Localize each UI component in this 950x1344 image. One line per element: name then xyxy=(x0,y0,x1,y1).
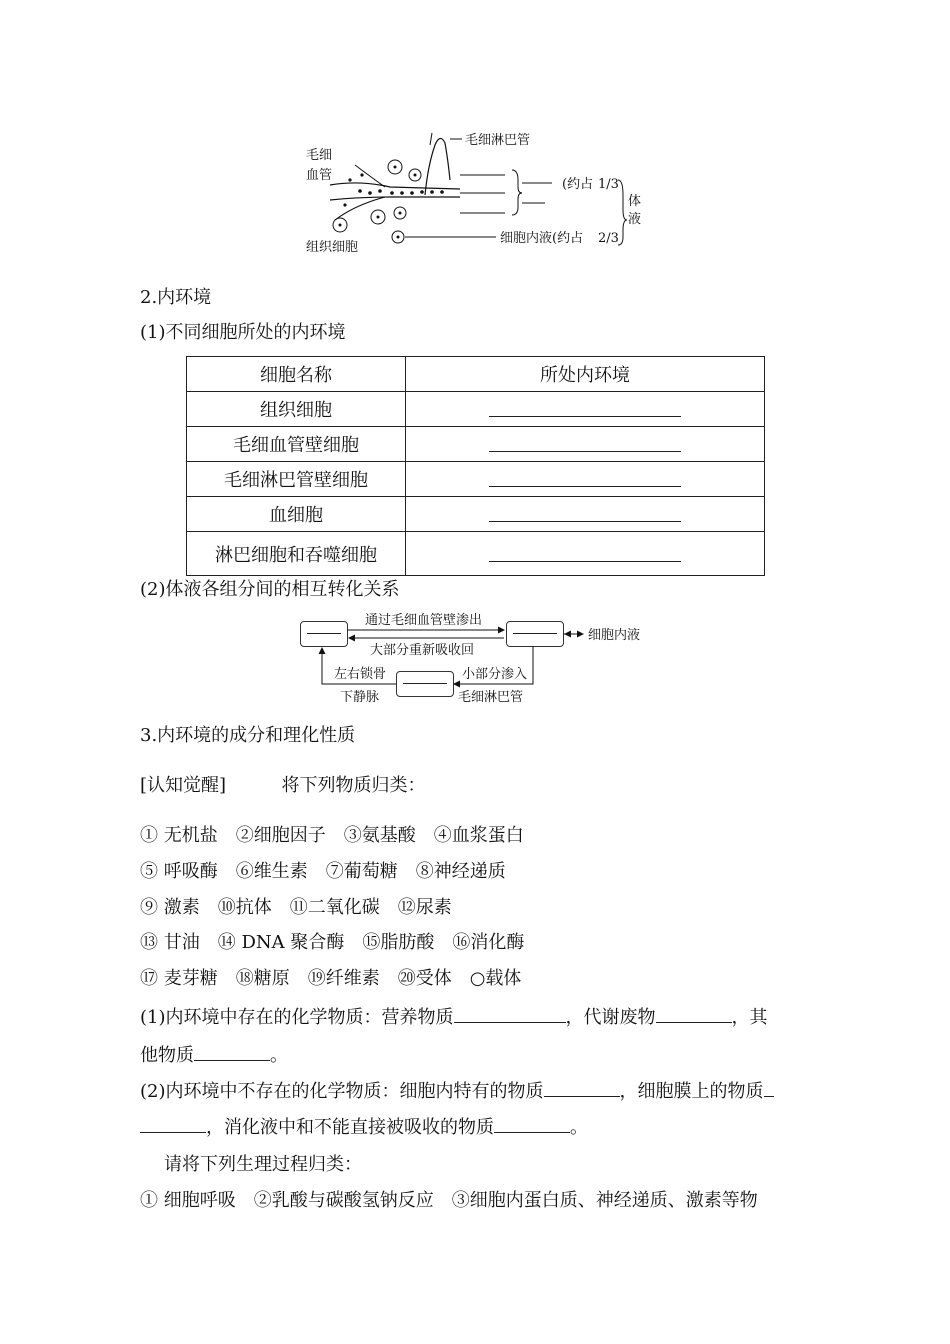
extracellular-label: (约占 xyxy=(562,177,594,192)
answer-blank[interactable] xyxy=(406,427,765,462)
substance-line: ① 无机盐 ②细胞因子 ③氨基酸 ④血浆蛋白 xyxy=(140,825,524,846)
table-row xyxy=(187,392,765,427)
q1-text-d: 他物质 xyxy=(140,1045,194,1066)
fraction-extra: 1/3 xyxy=(598,177,619,192)
q2-text-c: ，消化液中和不能直接被吸收的物质 xyxy=(206,1117,494,1138)
section-2-sub1: (1)不同细胞所处的内环境 xyxy=(140,322,346,343)
substance-line: ⑰ 麦芽糖 ⑱糖原 ⑲纤维素 ⑳受体 ○载体 xyxy=(140,968,522,989)
arrow-label-top: 通过毛细血管壁渗出 xyxy=(365,613,483,628)
answer-blank[interactable] xyxy=(406,462,765,497)
intracellular-fluid-label: 细胞内液 xyxy=(588,628,641,643)
process-line: ① 细胞呼吸 ②乳酸与碳酸氢钠反应 ③细胞内蛋白质、神经递质、激素等物 xyxy=(140,1190,758,1211)
process-intro: 请将下列生理过程归类： xyxy=(164,1154,362,1175)
awake-label: [认知觉醒] xyxy=(140,775,227,796)
q1-text-a: (1)内环境中存在的化学物质：营养物质 xyxy=(140,1007,454,1028)
q1-text-e: 。 xyxy=(270,1045,288,1066)
tissue-cell-label: 组织细胞 xyxy=(306,240,359,255)
table-row xyxy=(187,427,765,462)
answer-blank[interactable] xyxy=(140,1114,206,1133)
table-header-environment: 所处内环境 xyxy=(406,357,765,392)
q2-text-a: (2)内环境中不存在的化学物质：细胞内特有的物质 xyxy=(140,1081,544,1102)
cell-environment-table xyxy=(186,356,765,576)
cell-name: 淋巴细胞和吞噬细胞 xyxy=(187,532,406,576)
fraction-intra: 2/3 xyxy=(598,231,619,246)
right-label-1: 小部分渗入 xyxy=(462,667,528,682)
answer-blank[interactable] xyxy=(454,1004,566,1023)
table-header-cell-name: 细胞名称 xyxy=(187,357,406,392)
section-3-heading: 3.内环境的成分和理化性质 xyxy=(140,725,356,746)
answer-blank[interactable] xyxy=(194,1042,270,1061)
cell-name: 毛细淋巴管壁细胞 xyxy=(187,462,406,497)
awake-text: 将下列物质归类： xyxy=(281,775,426,796)
answer-blank[interactable] xyxy=(544,1078,620,1097)
table-row xyxy=(187,462,765,497)
arrow-label-bottom: 大部分重新吸收回 xyxy=(370,643,475,658)
body-fluid-diagram xyxy=(300,125,650,260)
cell-name: 组织细胞 xyxy=(187,392,406,427)
answer-blank[interactable] xyxy=(406,392,765,427)
body-fluid-label-1: 体 xyxy=(628,194,642,209)
answer-blank[interactable] xyxy=(406,497,765,532)
cell-name: 毛细血管壁细胞 xyxy=(187,427,406,462)
question-2-line-2 xyxy=(140,1114,588,1140)
substance-line: ⑬ 甘油 ⑭ DNA 聚合酶 ⑮脂肪酸 ⑯消化酶 xyxy=(140,932,525,953)
question-2-line-1 xyxy=(140,1078,774,1104)
question-1-line-1 xyxy=(140,1004,768,1030)
table-header-row xyxy=(187,357,765,392)
q1-text-c: ，其 xyxy=(731,1007,768,1028)
body-fluid-label-2: 液 xyxy=(628,212,642,227)
table-row xyxy=(187,532,765,576)
lymph-capillary-label: 毛细淋巴管 xyxy=(465,133,531,148)
section-2-sub2: (2)体液各组分间的相互转化关系 xyxy=(140,579,400,600)
answer-blank[interactable] xyxy=(494,1114,570,1133)
q2-text-b: ，细胞膜上的物质 xyxy=(619,1081,764,1102)
capillary-label-1: 毛细 xyxy=(306,148,333,163)
question-1-line-2 xyxy=(140,1042,288,1068)
substance-line: ⑤ 呼吸酶 ⑥维生素 ⑦葡萄糖 ⑧神经递质 xyxy=(140,861,506,882)
section-2-heading: 2.内环境 xyxy=(140,287,212,308)
intracellular-label: 细胞内液(约占 xyxy=(500,231,584,246)
left-label-2: 下静脉 xyxy=(340,690,380,705)
table-row xyxy=(187,497,765,532)
conversion-arrows xyxy=(290,608,670,708)
substance-line: ⑨ 激素 ⑩抗体 ⑪二氧化碳 ⑫尿素 xyxy=(140,897,452,918)
q1-text-b: ，代谢废物 xyxy=(565,1007,656,1028)
right-label-2: 毛细淋巴管 xyxy=(458,690,524,705)
left-label-1: 左右锁骨 xyxy=(334,667,387,682)
awake-row xyxy=(140,774,426,798)
answer-blank[interactable] xyxy=(656,1004,732,1023)
answer-blank[interactable] xyxy=(764,1078,774,1097)
cell-name: 血细胞 xyxy=(187,497,406,532)
answer-blank[interactable] xyxy=(406,532,765,576)
capillary-label-2: 血管 xyxy=(306,168,333,183)
q2-text-d: 。 xyxy=(570,1117,588,1138)
